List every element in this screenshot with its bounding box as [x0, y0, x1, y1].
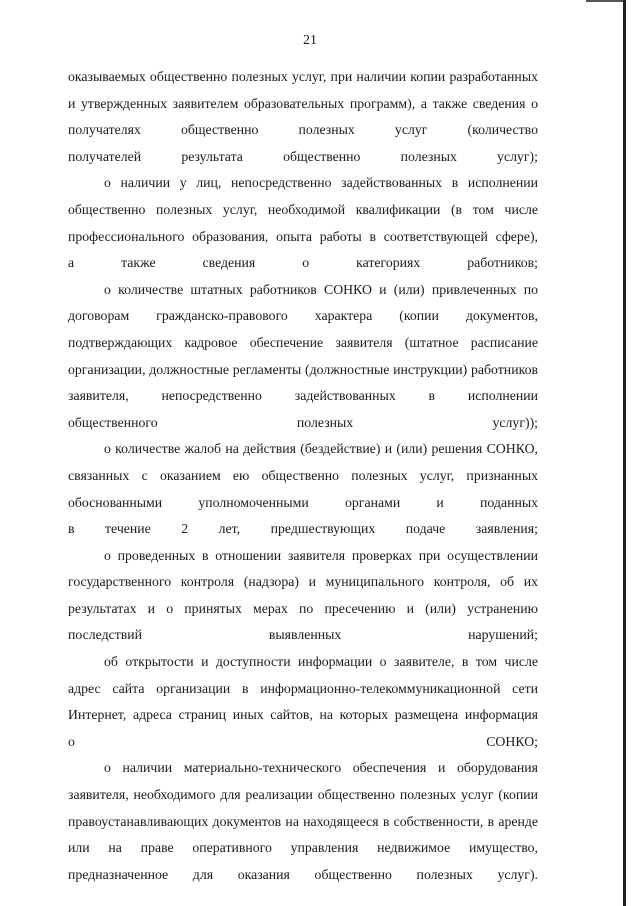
paragraph-staff-count: [68, 277, 538, 437]
scan-edge-top: [586, 0, 626, 2]
paragraph-last-line: а также сведения о категориях работников;: [68, 255, 538, 271]
paragraph-complaints: [68, 436, 538, 542]
paragraph-services-programs: [68, 64, 538, 170]
paragraph-material-support: [68, 755, 538, 888]
paragraph-text: о наличии у лиц, непосредственно задействованных в исполнении общественно полезных услуг, необходимой квалификации (в том числе профессионального образования, опыта работы в соответствующей сфере),: [68, 175, 538, 244]
paragraph-qualification: [68, 170, 538, 276]
paragraph-inspections: [68, 543, 538, 649]
paragraph-openness: [68, 649, 538, 755]
paragraph-last-line: получателей результата общественно полезных услуг);: [68, 148, 538, 164]
scan-edge-line: [623, 0, 626, 906]
page-number: 21: [303, 33, 317, 48]
paragraph-text: о количестве штатных работников СОНКО и (или) привлеченных по договорам гражданско-правового характера (копии документов, подтверждающих кадровое обеспечение заявителя (штатное расписание организации, должностные регламенты (должностные инструкции) работников заявителя, непосредственно задействованных в исполнении: [68, 281, 538, 404]
document-body: [68, 64, 538, 888]
paragraph-text: о наличии материально-технического обеспечения и оборудования заявителя, необходимого для реализации общественно полезных услуг (копии правоустанавливающих документов на находящееся в собственности, в аренде или на праве оперативного управления недвижимое имущество,: [68, 760, 538, 856]
paragraph-last-line: последствий выявленных нарушений;: [68, 627, 538, 643]
paragraph-text: о количестве жалоб на действия (бездействие) и (или) решения СОНКО, связанных с оказанием ею общественно полезных услуг, признанных обоснованными уполномоченными органами и поданных: [68, 441, 538, 510]
paragraph-last-line: в течение 2 лет, предшествующих подаче заявления;: [68, 521, 538, 537]
paragraph-text: о проведенных в отношении заявителя проверках при осуществлении государственного контроля (надзора) и муниципального контроля, об их результатах и о принятых мерах по пресечению и (или) устранению: [68, 547, 538, 616]
paragraph-text: об открытости и доступности информации о заявителе, в том числе адрес сайта организации в информационно-телекоммуникационной сети Интернет, адреса страниц иных сайтов, на которых размещена информация: [68, 654, 538, 723]
paragraph-last-line: общественного полезных услуг));: [68, 414, 538, 430]
paragraph-last-line: предназначенное для оказания общественно полезных услуг).: [68, 866, 538, 882]
paragraph-text: оказываемых общественно полезных услуг, при наличии копии разработанных и утвержденных заявителем образовательных программ), а также сведения о получателях общественно полезных услуг (количество: [68, 69, 538, 138]
paragraph-last-line: о СОНКО;: [68, 733, 538, 749]
